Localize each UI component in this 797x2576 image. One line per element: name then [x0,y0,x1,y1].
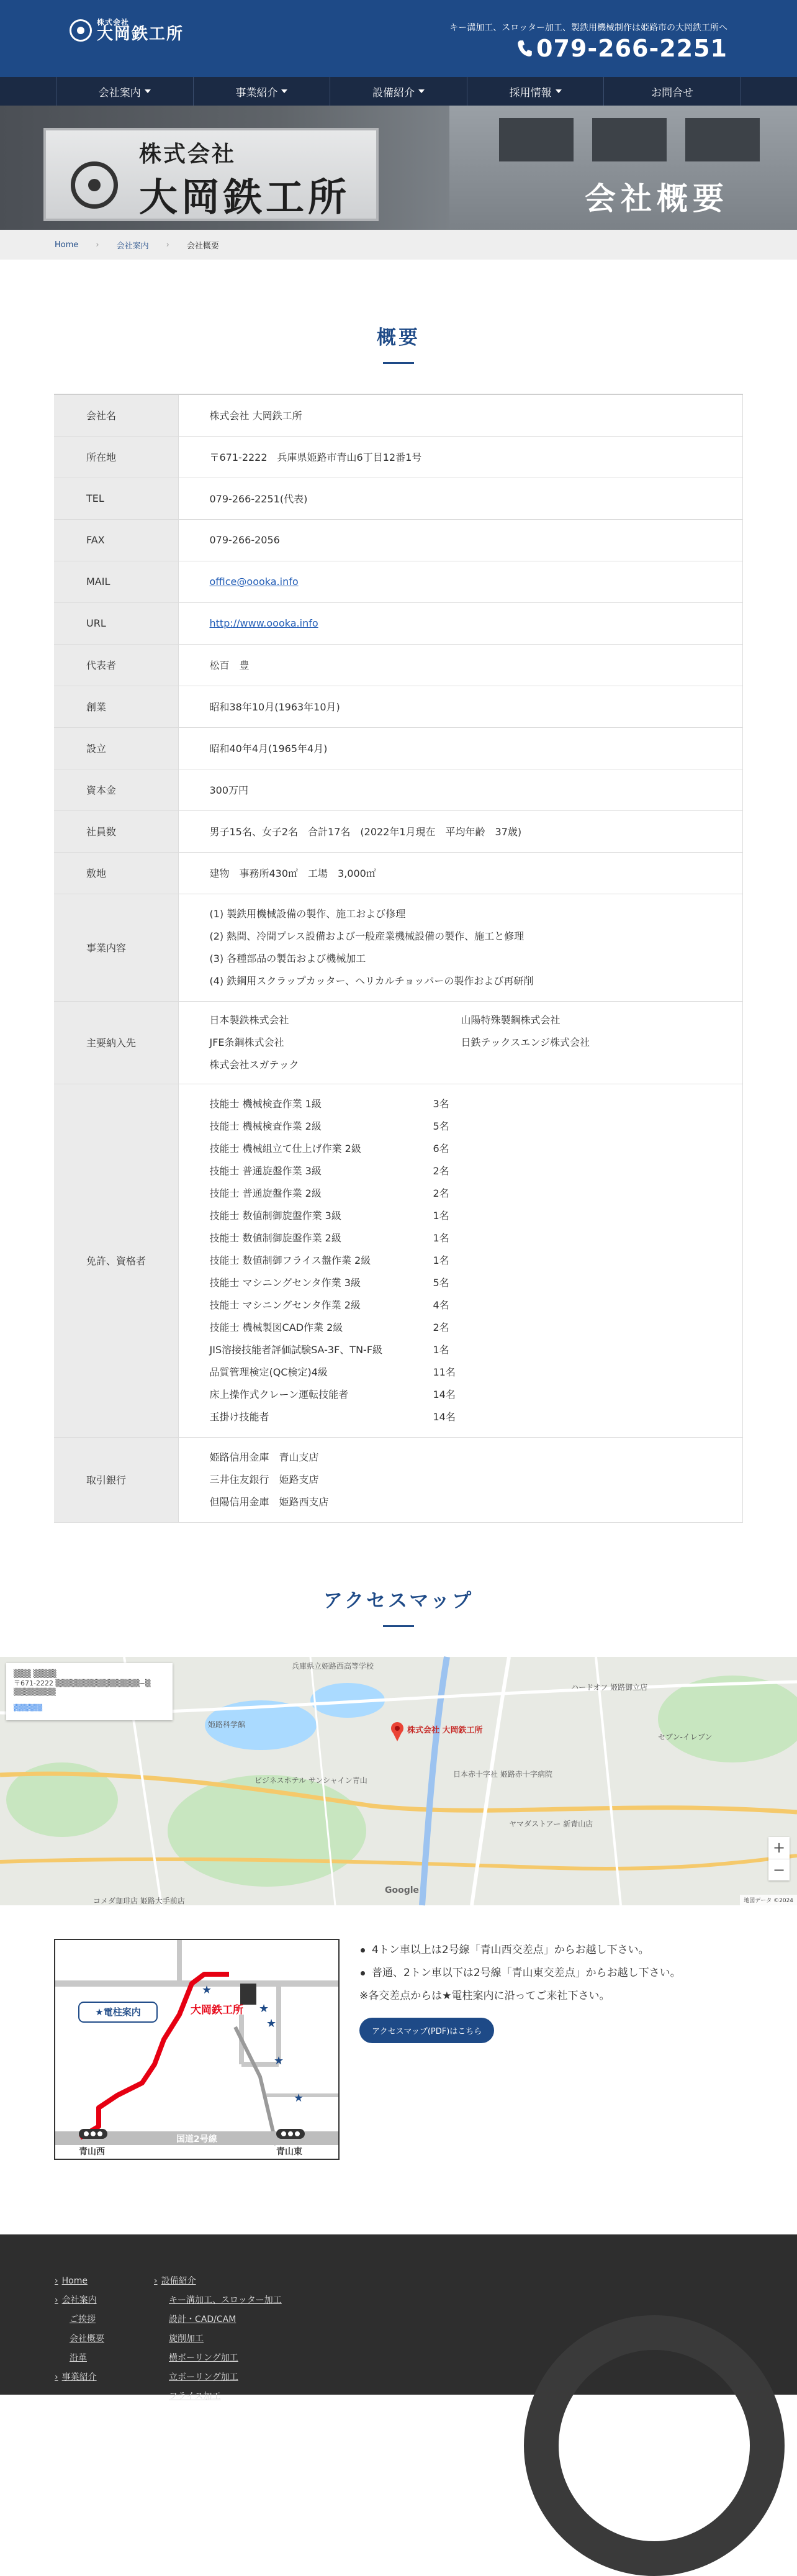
row-label: 取引銀行 [54,1437,178,1522]
nav-item-company[interactable] [56,77,193,106]
footer-link[interactable]: › 会社案内 [55,2291,104,2310]
nav-label: 会社案内 [98,86,141,99]
footer-column [154,2272,282,2406]
footer-link[interactable]: › 事業紹介 [55,2368,104,2387]
row-label: MAIL [54,561,178,602]
map-pin-label: 株式会社 大岡鉄工所 [407,1725,483,1735]
map-label: 姫路科学館 [208,1720,246,1729]
license-name: 技能士 マシニングセンタ作業 2級 [209,1299,361,1311]
company-overview-section [0,260,797,1523]
access-pdf-button[interactable]: アクセスマップ(PDF)はこちら [359,2018,494,2043]
site-footer [0,2234,797,2401]
table-row [54,810,743,852]
svg-text:★: ★ [266,2016,277,2030]
svg-text:★: ★ [202,1983,212,1997]
license-count: 2名 [433,1164,449,1177]
row-label: 設立 [54,727,178,769]
map-label: ハードオフ 姫路御立店 [571,1682,648,1692]
sign-small-text: 株式会社 [139,142,236,167]
client-item: 株式会社スガテック [209,1058,299,1071]
nav-item-business[interactable] [193,77,330,106]
license-name: 技能士 数値制御フライス盤作業 2級 [209,1254,371,1266]
row-label: 代表者 [54,644,178,686]
license-count: 1名 [433,1343,449,1356]
license-count: 2名 [433,1321,449,1333]
route-right-station: 青山東 [276,2146,302,2157]
license-name: 技能士 機械検査作業 1級 [209,1097,322,1110]
row-value: 300万円 [178,769,743,810]
table-row [54,1001,743,1084]
url-link[interactable]: http://www.oooka.info [209,617,318,629]
svg-text:★: ★ [294,2091,304,2105]
business-item: (2) 熱間、冷間プレス設備および一般産業機械設備の製作、施工と修理 [209,930,525,942]
row-value [178,1437,743,1522]
row-value: 079-266-2251(代表) [178,478,743,519]
map-label: ヤマダストアー 新青山店 [509,1819,593,1828]
footer-link[interactable]: ご挨拶 [70,2314,96,2324]
breadcrumb [0,230,797,260]
route-note: 普通、2トン車以下は2号線「青山東交差点」からお越し下さい。 [359,1962,681,1985]
license-name: JIS溶接技能者評価試験SA-3F、TN-F級 [209,1343,383,1356]
row-label: 主要納入先 [54,1001,178,1084]
route-left-station: 青山西 [79,2146,105,2157]
license-count: 14名 [433,1388,456,1400]
breadcrumb-separator-icon: › [96,240,99,250]
license-name: 技能士 マシニングセンタ作業 3級 [209,1276,361,1289]
table-row [54,478,743,519]
license-name: 技能士 普通旋盤作業 2級 [209,1187,322,1199]
table-row [54,894,743,1001]
business-item: (4) 鉄鋼用スクラップカッター、ヘリカルチョッパーの製作および再研削 [209,974,534,987]
license-count: 11名 [433,1366,456,1378]
nav-label: 採用情報 [509,86,552,99]
table-row [54,644,743,686]
row-label: 会社名 [54,394,178,436]
footer-link[interactable]: 会社概要 [70,2333,104,2344]
map-label: コメダ珈琲店 姫路大手前店 [93,1896,185,1905]
access-detail [54,1939,743,2160]
bank-item: 姫路信用金庫 青山支店 [209,1451,319,1463]
header-tel-number: 079-266-2251 [536,35,727,62]
mail-link[interactable]: office@oooka.info [209,576,299,587]
sign-big-text: 大岡鉄工所 [139,175,351,220]
company-emblem-icon [71,161,118,209]
global-nav [0,77,797,106]
header-tagline: キー溝加工、スロッター加工、製鉄用機械制作は姫路市の大岡鉄工所へ [449,23,727,33]
row-value: 松百 豊 [178,644,743,686]
footer-column [55,2272,104,2406]
row-value [178,1084,743,1437]
business-item: (3) 各種部品の製缶および機械加工 [209,952,366,964]
license-count: 5名 [433,1276,449,1289]
caret-down-icon [418,89,425,93]
nav-label: 設備紹介 [372,86,415,99]
business-item: (1) 製鉄用機械設備の製作、施工および修理 [209,907,406,920]
table-row [54,602,743,644]
nav-item-recruit[interactable] [467,77,604,106]
nav-item-contact[interactable] [603,77,741,106]
footer-link[interactable]: 旋削加工 [169,2333,204,2344]
row-label: 敷地 [54,852,178,894]
row-value: 男子15名、女子2名 合計17名 (2022年1月現在 平均年齢 37歳) [178,810,743,852]
caret-down-icon [281,89,287,93]
map-label: 日本赤十字社 姫路赤十字病院 [453,1769,552,1779]
utility-pole-guide-label: ★電柱案内 [95,2006,141,2018]
table-row [54,436,743,478]
page-title: 会社概要 [585,181,729,217]
caret-down-icon [556,89,562,93]
row-label: 免許、資格者 [54,1084,178,1437]
license-count: 14名 [433,1410,456,1423]
table-row [54,561,743,602]
title-underline [383,362,414,364]
license-count: 6名 [433,1142,449,1154]
row-label: FAX [54,519,178,561]
caret-down-icon [145,89,151,93]
nav-label: お問合せ [651,86,694,99]
row-label: 事業内容 [54,894,178,1001]
client-item [461,1054,647,1076]
table-row [54,852,743,894]
row-label: 創業 [54,686,178,727]
license-count: 1名 [433,1209,449,1222]
map-card-title: ▒▒▒ ▒▒▒▒ [14,1669,56,1678]
map-attribution: 地図データ ©2024 [740,1895,797,1905]
license-count: 2名 [433,1187,449,1199]
license-name: 技能士 普通旋盤作業 3級 [209,1164,322,1177]
google-map[interactable] [0,1657,797,1905]
row-value: 昭和38年10月(1963年10月) [178,686,743,727]
row-value: 昭和40年4月(1965年4月) [178,727,743,769]
license-count: 5名 [433,1120,449,1132]
client-item: JFE条鋼株式会社 [209,1036,284,1048]
phone-icon [516,39,533,58]
license-count: 4名 [433,1299,449,1311]
section-title: 概要 [377,327,420,349]
breadcrumb-current: 会社概要 [186,241,219,251]
license-name: 技能士 数値制御旋盤作業 3級 [209,1209,341,1222]
access-section [0,1523,797,2160]
breadcrumb-home[interactable]: Home [55,240,79,250]
row-value [178,561,743,602]
footer-link[interactable]: 沿革 [70,2352,87,2363]
nav-label: 事業紹介 [235,86,278,99]
license-count: 1名 [433,1231,449,1244]
table-row [54,1437,743,1522]
route-map-drawing [55,1940,338,2159]
footer-link[interactable]: キー溝加工、スロッター加工 [169,2295,282,2305]
company-info-table [54,394,743,1523]
row-value: 株式会社 大岡鉄工所 [178,394,743,436]
row-value: 〒671-2222 兵庫県姫路市青山6丁目12番1号 [178,436,743,478]
company-sign-photo [43,128,379,221]
row-label: 資本金 [54,769,178,810]
footer-emblem-decoration [524,2315,785,2576]
bank-item: 三井住友銀行 姫路支店 [209,1473,319,1485]
map-label: ビジネスホテル サンシャイン青山 [254,1776,367,1785]
map-label: セブン-イレブン [658,1732,713,1741]
row-label: URL [54,602,178,644]
row-label: TEL [54,478,178,519]
license-count: 3名 [433,1097,449,1110]
route-map-diagram [54,1939,340,2160]
footer-link[interactable]: 横ボーリング加工 [169,2352,238,2363]
site-header [0,0,797,77]
hero-banner [0,106,797,230]
svg-text:★: ★ [259,2002,269,2015]
table-row [54,1084,743,1437]
map-zoom-control [768,1837,790,1880]
license-name: 技能士 数値制御旋盤作業 2級 [209,1231,341,1244]
client-item: 日本製鉄株式会社 [209,1014,289,1026]
footer-link[interactable]: フライス加工 [169,2391,221,2401]
zoom-out-button[interactable]: − [772,1861,786,1879]
table-row [54,519,743,561]
breadcrumb-separator-icon: › [166,240,169,250]
map-card-address: 〒671-2222 ▒▒▒▒▒▒▒▒▒▒▒▒▒▒▒▒−▒ ▒▒▒▒▒▒▒▒ [14,1679,151,1696]
nav-item-equipment[interactable] [330,77,467,106]
route-road-label: 国道2号線 [176,2134,217,2144]
client-item: 山陽特殊製鋼株式会社 [461,1014,561,1026]
section-title: アクセスマップ [323,1589,474,1612]
bank-item: 但陽信用金庫 姫路西支店 [209,1495,329,1508]
site-logo[interactable] [70,19,184,42]
license-name: 床上操作式クレーン運転技能者 [209,1388,349,1400]
logo-big-text: 大岡鉄工所 [97,25,184,43]
table-row [54,727,743,769]
route-info [359,1939,681,2160]
footer-link[interactable]: 設計・CAD/CAM [169,2314,236,2324]
license-name: 玉掛け技能者 [209,1410,269,1423]
map-info-card [6,1663,173,1720]
footer-link[interactable]: › 設備紹介 [154,2272,282,2291]
footer-link[interactable]: 立ボーリング加工 [169,2372,238,2382]
row-label: 所在地 [54,436,178,478]
map-card-link[interactable]: ▒▒▒▒▒▒ [14,1704,43,1712]
svg-text:★: ★ [274,2054,284,2067]
table-row [54,394,743,436]
breadcrumb-company[interactable]: 会社案内 [116,241,149,251]
logo-small-text: 株式会社 [97,18,130,27]
table-row [54,686,743,727]
title-underline [383,1625,414,1627]
zoom-in-button[interactable]: + [768,1837,790,1859]
map-label: 兵庫県立姫路西高等学校 [292,1661,374,1671]
row-label: 社員数 [54,810,178,852]
route-company-label: 大岡鉄工所 [191,2003,243,2016]
row-value: 建物 事務所430㎡ 工場 3,000㎡ [178,852,743,894]
license-name: 品質管理検定(QC検定)4級 [209,1366,328,1378]
row-value [178,1001,743,1084]
google-logo: Google [385,1885,420,1895]
company-emblem-icon [70,19,92,42]
row-value: 079-266-2056 [178,519,743,561]
row-value [178,602,743,644]
license-count: 1名 [433,1254,449,1266]
route-note-extra: ※各交差点からは★電柱案内に沿ってご来社下さい。 [359,1989,610,2002]
license-name: 技能士 機械製図CAD作業 2級 [209,1321,343,1333]
header-phone[interactable] [449,35,727,62]
license-name: 技能士 機械検査作業 2級 [209,1120,322,1132]
row-value [178,894,743,1001]
route-note: 4トン車以上は2号線「青山西交差点」からお越し下さい。 [359,1939,681,1962]
client-item: 日鉄テックスエンジ株式会社 [461,1036,590,1048]
table-row [54,769,743,810]
license-name: 技能士 機械組立て仕上げ作業 2級 [209,1142,361,1154]
license-list [210,1084,712,1437]
footer-link[interactable]: › Home [55,2272,104,2291]
